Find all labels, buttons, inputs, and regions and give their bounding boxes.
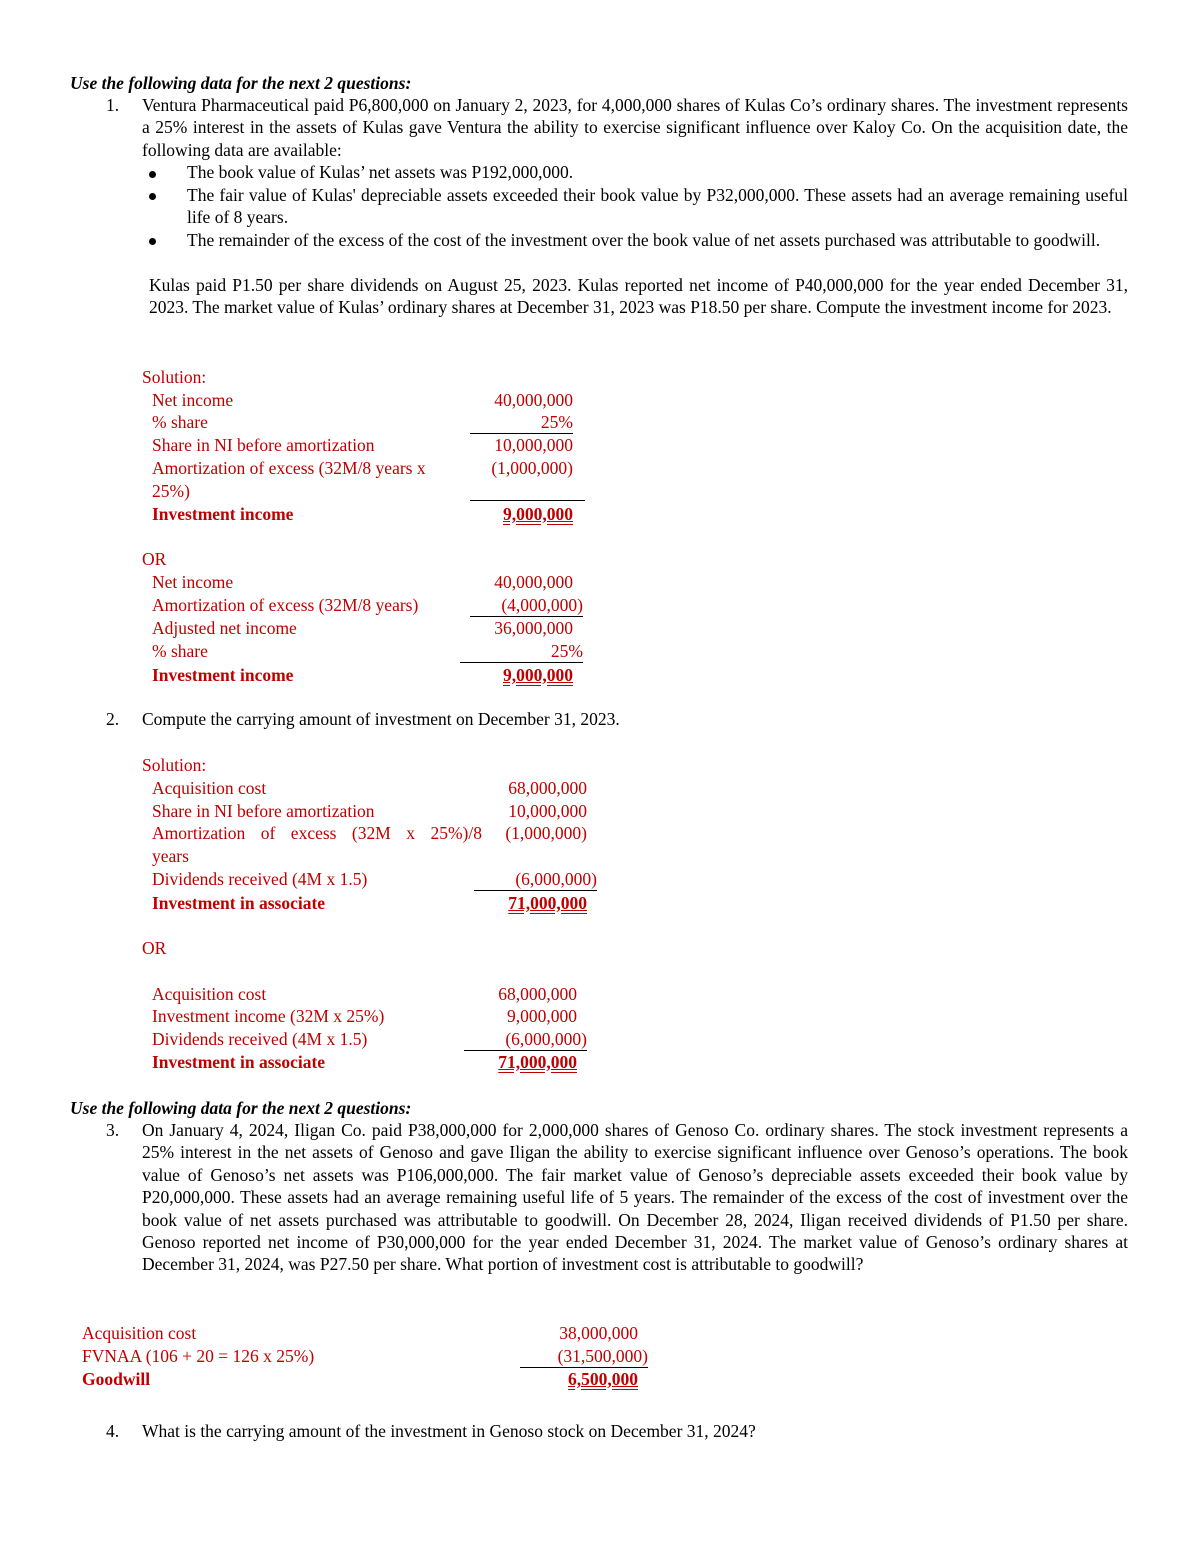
line-value: 10,000,000	[508, 801, 587, 821]
question-number: 3.	[106, 1120, 120, 1140]
bullet-icon	[149, 238, 156, 245]
line-value: (6,000,000)	[464, 1028, 587, 1051]
line-label: Net income	[152, 572, 234, 592]
section-header: Use the following data for the next 2 questions:	[70, 73, 412, 93]
line-label: Investment income (32M x 25%)	[152, 1006, 385, 1026]
question-text: Ventura Pharmaceutical paid P6,800,000 on January 2, 2023, for 4,000,000 shares of Kulas Co’s ordinary shares. The investment represents a 25% interest in the assets of Kulas gave Ventura the ability to exercise significant influence over Kaloy Co. On the acquisition date, the following data are available:	[142, 95, 1128, 160]
line-value: 40,000,000	[494, 390, 573, 410]
bullet-text: The book value of Kulas’ net assets was P192,000,000.	[187, 162, 574, 182]
total-value: 71,000,000	[498, 1052, 577, 1072]
line-label: Adjusted net income	[152, 618, 297, 638]
line-label: 25%)	[152, 481, 190, 501]
line-value: (31,500,000)	[520, 1345, 648, 1368]
solution-label: Solution:	[142, 755, 207, 775]
line-label: FVNAA (106 + 20 = 126 x 25%)	[82, 1346, 315, 1366]
divider	[470, 500, 585, 501]
line-value: 25%	[470, 411, 573, 434]
bullet-text: The fair value of Kulas' depreciable assets exceeded their book value by P32,000,000. These assets had an average remaining useful life of 8 years.	[187, 185, 1128, 228]
question-text: Compute the carrying amount of investment on December 31, 2023.	[142, 709, 620, 729]
question-text: Kulas paid P1.50 per share dividends on August 25, 2023. Kulas reported net income of P40,000,000 for the year ended December 31, 2023. The market value of Kulas’ ordinary shares at December 31, 2023 was P18.50 per share. Compute the investment income for 2023.	[149, 275, 1128, 318]
line-label: Acquisition cost	[152, 778, 267, 798]
line-label: Dividends received (4M x 1.5)	[152, 869, 368, 889]
bullet-icon	[149, 193, 156, 200]
line-label: Acquisition cost	[82, 1323, 197, 1343]
line-value: 9,000,000	[507, 1006, 577, 1026]
total-label: Investment in associate	[152, 893, 326, 913]
or-label: OR	[142, 549, 167, 569]
total-value: 9,000,000	[503, 504, 573, 524]
line-value: 38,000,000	[559, 1323, 638, 1343]
question-text: What is the carrying amount of the investment in Genoso stock on December 31, 2024?	[142, 1421, 756, 1441]
or-label: OR	[142, 938, 167, 958]
total-value: 71,000,000	[508, 893, 587, 913]
question-number: 1.	[106, 95, 120, 115]
line-label: Dividends received (4M x 1.5)	[152, 1029, 368, 1049]
total-label: Goodwill	[82, 1369, 151, 1389]
bullet-text: The remainder of the excess of the cost of the investment over the book value of net assets purchased was attributable to goodwill.	[187, 230, 1101, 250]
line-value: (6,000,000)	[474, 868, 597, 891]
question-number: 2.	[106, 709, 120, 729]
section-header: Use the following data for the next 2 questions:	[70, 1098, 412, 1118]
line-value: 10,000,000	[494, 435, 573, 455]
line-label: Amortization of excess (32M/8 years x	[152, 458, 426, 478]
line-label: Amortization of excess (32M x 25%)/8	[152, 823, 482, 843]
total-label: Investment income	[152, 504, 294, 524]
line-value: (4,000,000)	[470, 594, 583, 617]
solution-label: Solution:	[142, 367, 207, 387]
line-value: (1,000,000)	[491, 458, 573, 478]
line-label: years	[152, 846, 189, 866]
total-label: Investment in associate	[152, 1052, 326, 1072]
question-number: 4.	[106, 1421, 120, 1441]
total-value: 9,000,000	[503, 665, 573, 685]
line-value: (1,000,000)	[505, 823, 587, 843]
line-value: 40,000,000	[494, 572, 573, 592]
line-label: % share	[152, 641, 208, 661]
line-label: Share in NI before amortization	[152, 435, 375, 455]
line-value: 68,000,000	[498, 984, 577, 1004]
line-label: Amortization of excess (32M/8 years)	[152, 595, 419, 615]
line-label: % share	[152, 412, 208, 432]
line-value: 25%	[460, 640, 583, 663]
line-value: 36,000,000	[494, 618, 573, 638]
line-label: Acquisition cost	[152, 984, 267, 1004]
line-label: Share in NI before amortization	[152, 801, 375, 821]
line-label: Net income	[152, 390, 234, 410]
total-label: Investment income	[152, 665, 294, 685]
line-value: 68,000,000	[508, 778, 587, 798]
question-text: On January 4, 2024, Iligan Co. paid P38,000,000 for 2,000,000 shares of Genoso Co. ordinary shares. The stock investment represents a 25% interest in the net assets of Genoso and gave Iligan the ability to exercise significant influence over Genoso’s operations. The book value of Genoso’s net assets was P106,000,000. The fair market value of Genoso’s depreciable assets exceeded their book value by P20,000,000. These assets had an average remaining useful life of 5 years. The remainder of the excess of the cost of investment over the book value of net assets purchased was attributable to goodwill. On December 28, 2024, Iligan received dividends of P1.50 per share. Genoso reported net income of P30,000,000 for the year ended December 31, 2024. The market value of Genoso’s ordinary shares at December 31, 2024, was P27.50 per share. What portion of investment cost is attributable to goodwill?	[142, 1120, 1128, 1275]
total-value: 6,500,000	[568, 1369, 638, 1389]
bullet-icon	[149, 171, 156, 178]
